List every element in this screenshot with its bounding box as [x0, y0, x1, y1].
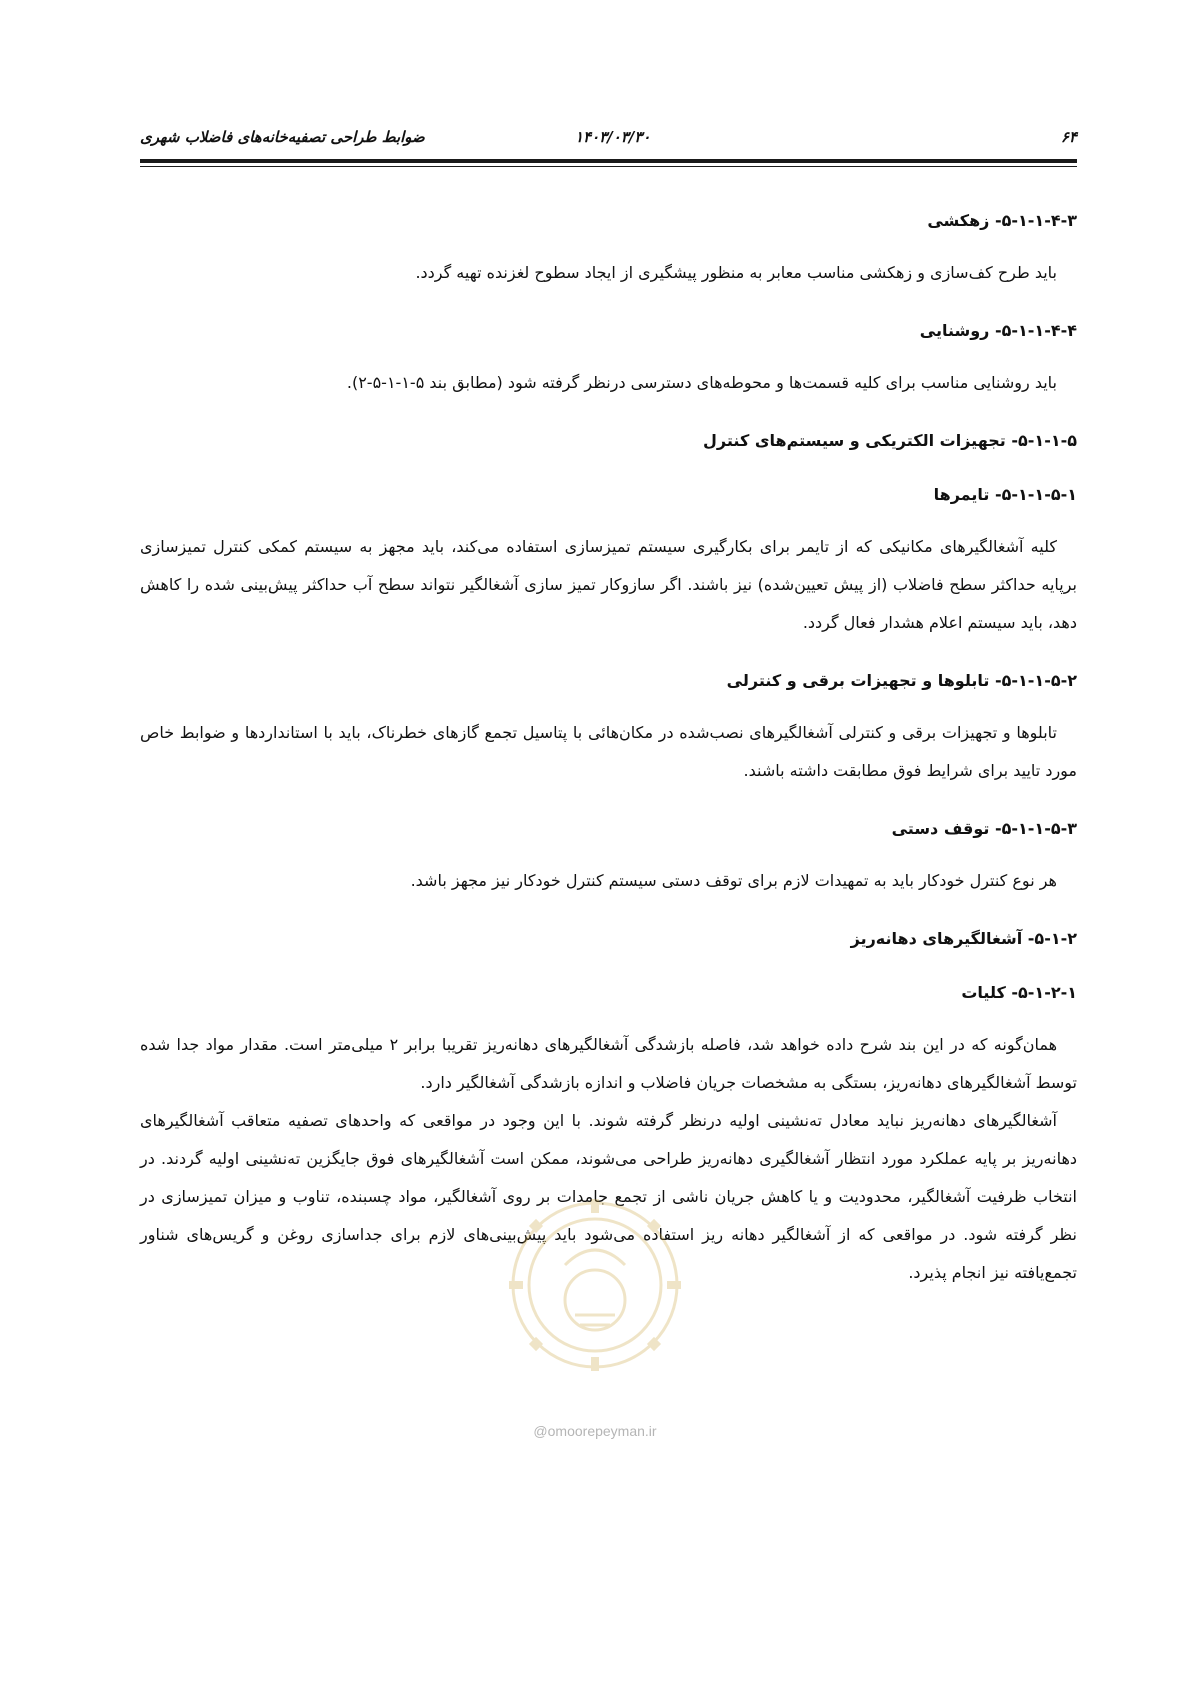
page-body	[140, 206, 1077, 1292]
section-heading-panels: ۵-۱-۱-۵-۲- تابلوها و تجهیزات برقی و کنترلی	[726, 671, 1077, 690]
header-rule-thick	[140, 159, 1077, 163]
section-heading-timers: ۵-۱-۱-۵-۱- تایمرها	[933, 485, 1077, 504]
section-text-panels: تابلوها و تجهیزات برقی و کنترلی آشغالگیرهای نصب‌شده در مکان‌هائی با پتاسیل تجمع گازهای خطرناک، باید با استانداردها و ضوابط خاص مورد تایید برای شرایط فوق مطابقت داشته باشند.	[140, 723, 1077, 780]
watermark-url: @omoorepeyman.ir	[533, 1423, 657, 1439]
section-text-general-2: آشغالگیرهای دهانه‌ریز نباید معادل ته‌نشینی اولیه درنظر گرفته شوند. با این وجود در مواقعی که واحدهای تصفیه متعاقب آشغالگیرهای دهانه‌ریز بر پایه عملکرد مورد انتظار آشغالگیری دهانه‌ریز طراحی می‌شوند، ممکن است آشغالگیرهای فوق جایگزین ته‌نشینی اولیه گردند. در انتخاب ظرفیت آشغالگیر، محدودیت و یا کاهش جریان ناشی از تجمع جامدات بر روی آشغالگیر، مواد چسبنده، تناوب و میزان تمیزسازی در نظر گرفته شود. در مواقعی که از آشغالگیر دهانه ریز استفاده می‌شود باید پیش‌بینی‌های لازم برای جداسازی روغن و گریس‌های شناور تجمع‌یافته نیز انجام پذیرد.	[140, 1111, 1077, 1282]
section-text-manual-stop: هر نوع کنترل خودکار باید به تمهیدات لازم برای توقف دستی سیستم کنترل خودکار نیز مجهز باشد.	[410, 871, 1057, 890]
section-text-timers: کلیه آشغالگیرهای مکانیکی که از تایمر برای بکارگیری سیستم تمیزسازی استفاده می‌کند، باید مجهز به سیستم کمکی کنترل تمیزسازی برپایه حداکثر سطح فاضلاب (از پیش تعیین‌شده) نیز باشند. اگر سازوکار تمیز سازی آشغالگیر نتواند سطح آب حداکثر پیش‌بینی شده را کاهش دهد، باید سیستم اعلام هشدار فعال گردد.	[140, 537, 1077, 632]
section-text-drainage: باید طرح کف‌سازی و زهکشی مناسب معابر به منظور پیشگیری از ایجاد سطوح لغزنده تهیه گردد.	[415, 263, 1057, 282]
page-header	[140, 128, 1077, 150]
header-rule-thin	[140, 166, 1077, 167]
section-heading-general: ۵-۱-۲-۱- کلیات	[961, 983, 1077, 1002]
section-heading-electrical: ۵-۱-۱-۵- تجهیزات الکتریکی و سیستم‌های کنترل	[703, 431, 1077, 450]
section-heading-manual-stop: ۵-۱-۱-۵-۳- توقف دستی	[891, 819, 1077, 838]
page-number: ۶۴	[1060, 128, 1077, 146]
document-title: ضوابط طراحی تصفیه‌خانه‌های فاضلاب شهری	[140, 128, 425, 146]
section-text-lighting: باید روشنایی مناسب برای کلیه قسمت‌ها و محوطه‌های دسترسی درنظر گرفته شود (مطابق بند ۵-۱-۱-۵-۲).	[346, 373, 1057, 392]
section-heading-fine-screens: ۵-۱-۲- آشغالگیرهای دهانه‌ریز	[850, 929, 1077, 948]
section-heading-lighting: ۵-۱-۱-۴-۴- روشنایی	[919, 321, 1077, 340]
header-date: ۱۴۰۳/۰۳/۳۰	[575, 128, 651, 146]
section-heading-drainage: ۵-۱-۱-۴-۳- زهکشی	[927, 211, 1077, 230]
section-text-general-1: همان‌گونه که در این بند شرح داده خواهد شد، فاصله بازشدگی آشغالگیرهای دهانه‌ریز تقریبا برابر ۲ میلی‌متر است. مقدار مواد جدا شده توسط آشغالگیرهای دهانه‌ریز، بستگی به مشخصات جریان فاضلاب و اندازه بازشدگی آشغالگیر دارد.	[140, 1035, 1077, 1092]
